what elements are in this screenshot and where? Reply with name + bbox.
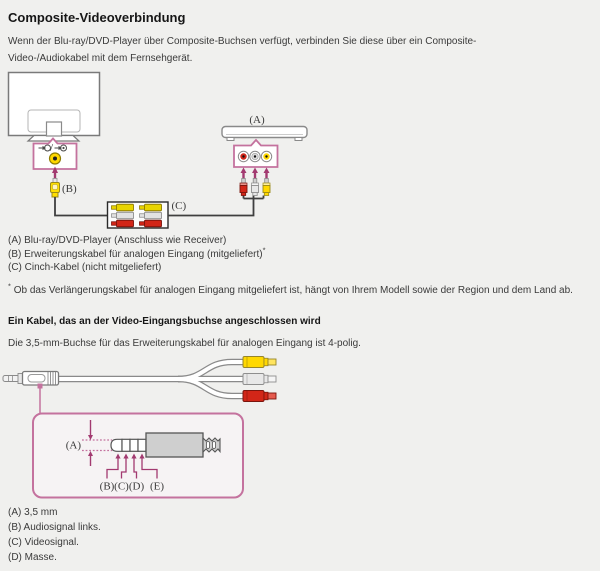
figure1-legend — [8, 234, 266, 275]
tv-connector-panel — [34, 139, 77, 170]
connection-diagram — [0, 70, 600, 238]
legend2-item-c: (C) Videosignal. — [8, 537, 79, 548]
rca-connector-red — [243, 391, 276, 402]
legend2-item-d: (D) Masse. — [8, 552, 57, 563]
figure1-label-c: (C) — [171, 200, 187, 212]
cable-tv-to-junction — [55, 197, 108, 216]
page-title: Composite-Videoverbindung — [8, 10, 186, 25]
figure2-legend — [8, 505, 101, 565]
player-plug-arrows — [241, 168, 270, 179]
player-illustration — [222, 127, 307, 141]
player-jack-white — [250, 151, 260, 161]
miniplug-b — [51, 179, 60, 198]
figure2-label-a: (A) — [65, 439, 81, 452]
footnote: * Ob das Verlängerungskabel für analogen Eingang mitgeliefert ist, hängt von Ihrem Modell sowie der Region und dem Land ab. — [8, 281, 573, 296]
figure2-label-e: (E) — [149, 480, 165, 493]
tv-illustration — [9, 73, 100, 142]
player-jack-red — [238, 151, 248, 161]
cable-branches — [58, 362, 243, 396]
legend-item-a: (A) Blu-ray/DVD-Player (Anschluss wie Receiver) — [8, 235, 227, 246]
figure2-label-d: (D) — [128, 480, 145, 493]
tv-video-jack-yellow — [50, 153, 61, 164]
legend2-item-b: (B) Audiosignal links. — [8, 522, 101, 533]
legend2-item-a: (A) 3,5 mm — [8, 507, 58, 518]
icon-slash: / — [49, 142, 54, 154]
rca-connector-white — [243, 374, 276, 385]
plug-detail-diagram — [0, 355, 600, 500]
legend-item-c: (C) Cinch-Kabel (nicht mitgeliefert) — [8, 262, 162, 273]
section2-heading: Ein Kabel, das an der Video-Eingangsbuchse angeschlossen wird — [8, 316, 321, 327]
miniplug-end — [3, 372, 59, 386]
section2-body: Die 3,5-mm-Buchse für das Erweiterungskabel für analogen Eingang ist 4-polig. — [8, 338, 361, 349]
intro-paragraph: Wenn der Blu-ray/DVD-Player über Composite-Buchsen verfügt, verbinden Sie diese über ein Composite-Video-/Audiokabel mit dem Fernsehgerät. — [8, 36, 477, 64]
figure2-label-b: (B) — [99, 480, 115, 493]
figure1-label-b: (B) — [62, 183, 77, 195]
callout-leader — [38, 384, 43, 414]
player-plug-yellow — [263, 179, 270, 196]
strain-relief — [203, 438, 220, 452]
player-plug-white — [252, 179, 259, 196]
legend-item-b: (B) Erweiterungskabel für analogen Eingang (mitgeliefert)* — [8, 245, 266, 260]
asterisk: * — [262, 245, 266, 255]
player-connector-panel — [234, 140, 278, 167]
junction-box — [108, 202, 169, 228]
player-jack-yellow — [261, 151, 271, 161]
figure1-label-a: (A) — [249, 114, 265, 126]
player-plug-red — [240, 179, 247, 196]
rca-connector-yellow — [243, 357, 276, 368]
figure2-label-c: (C) — [114, 480, 129, 493]
footnote-asterisk: * — [8, 281, 11, 291]
